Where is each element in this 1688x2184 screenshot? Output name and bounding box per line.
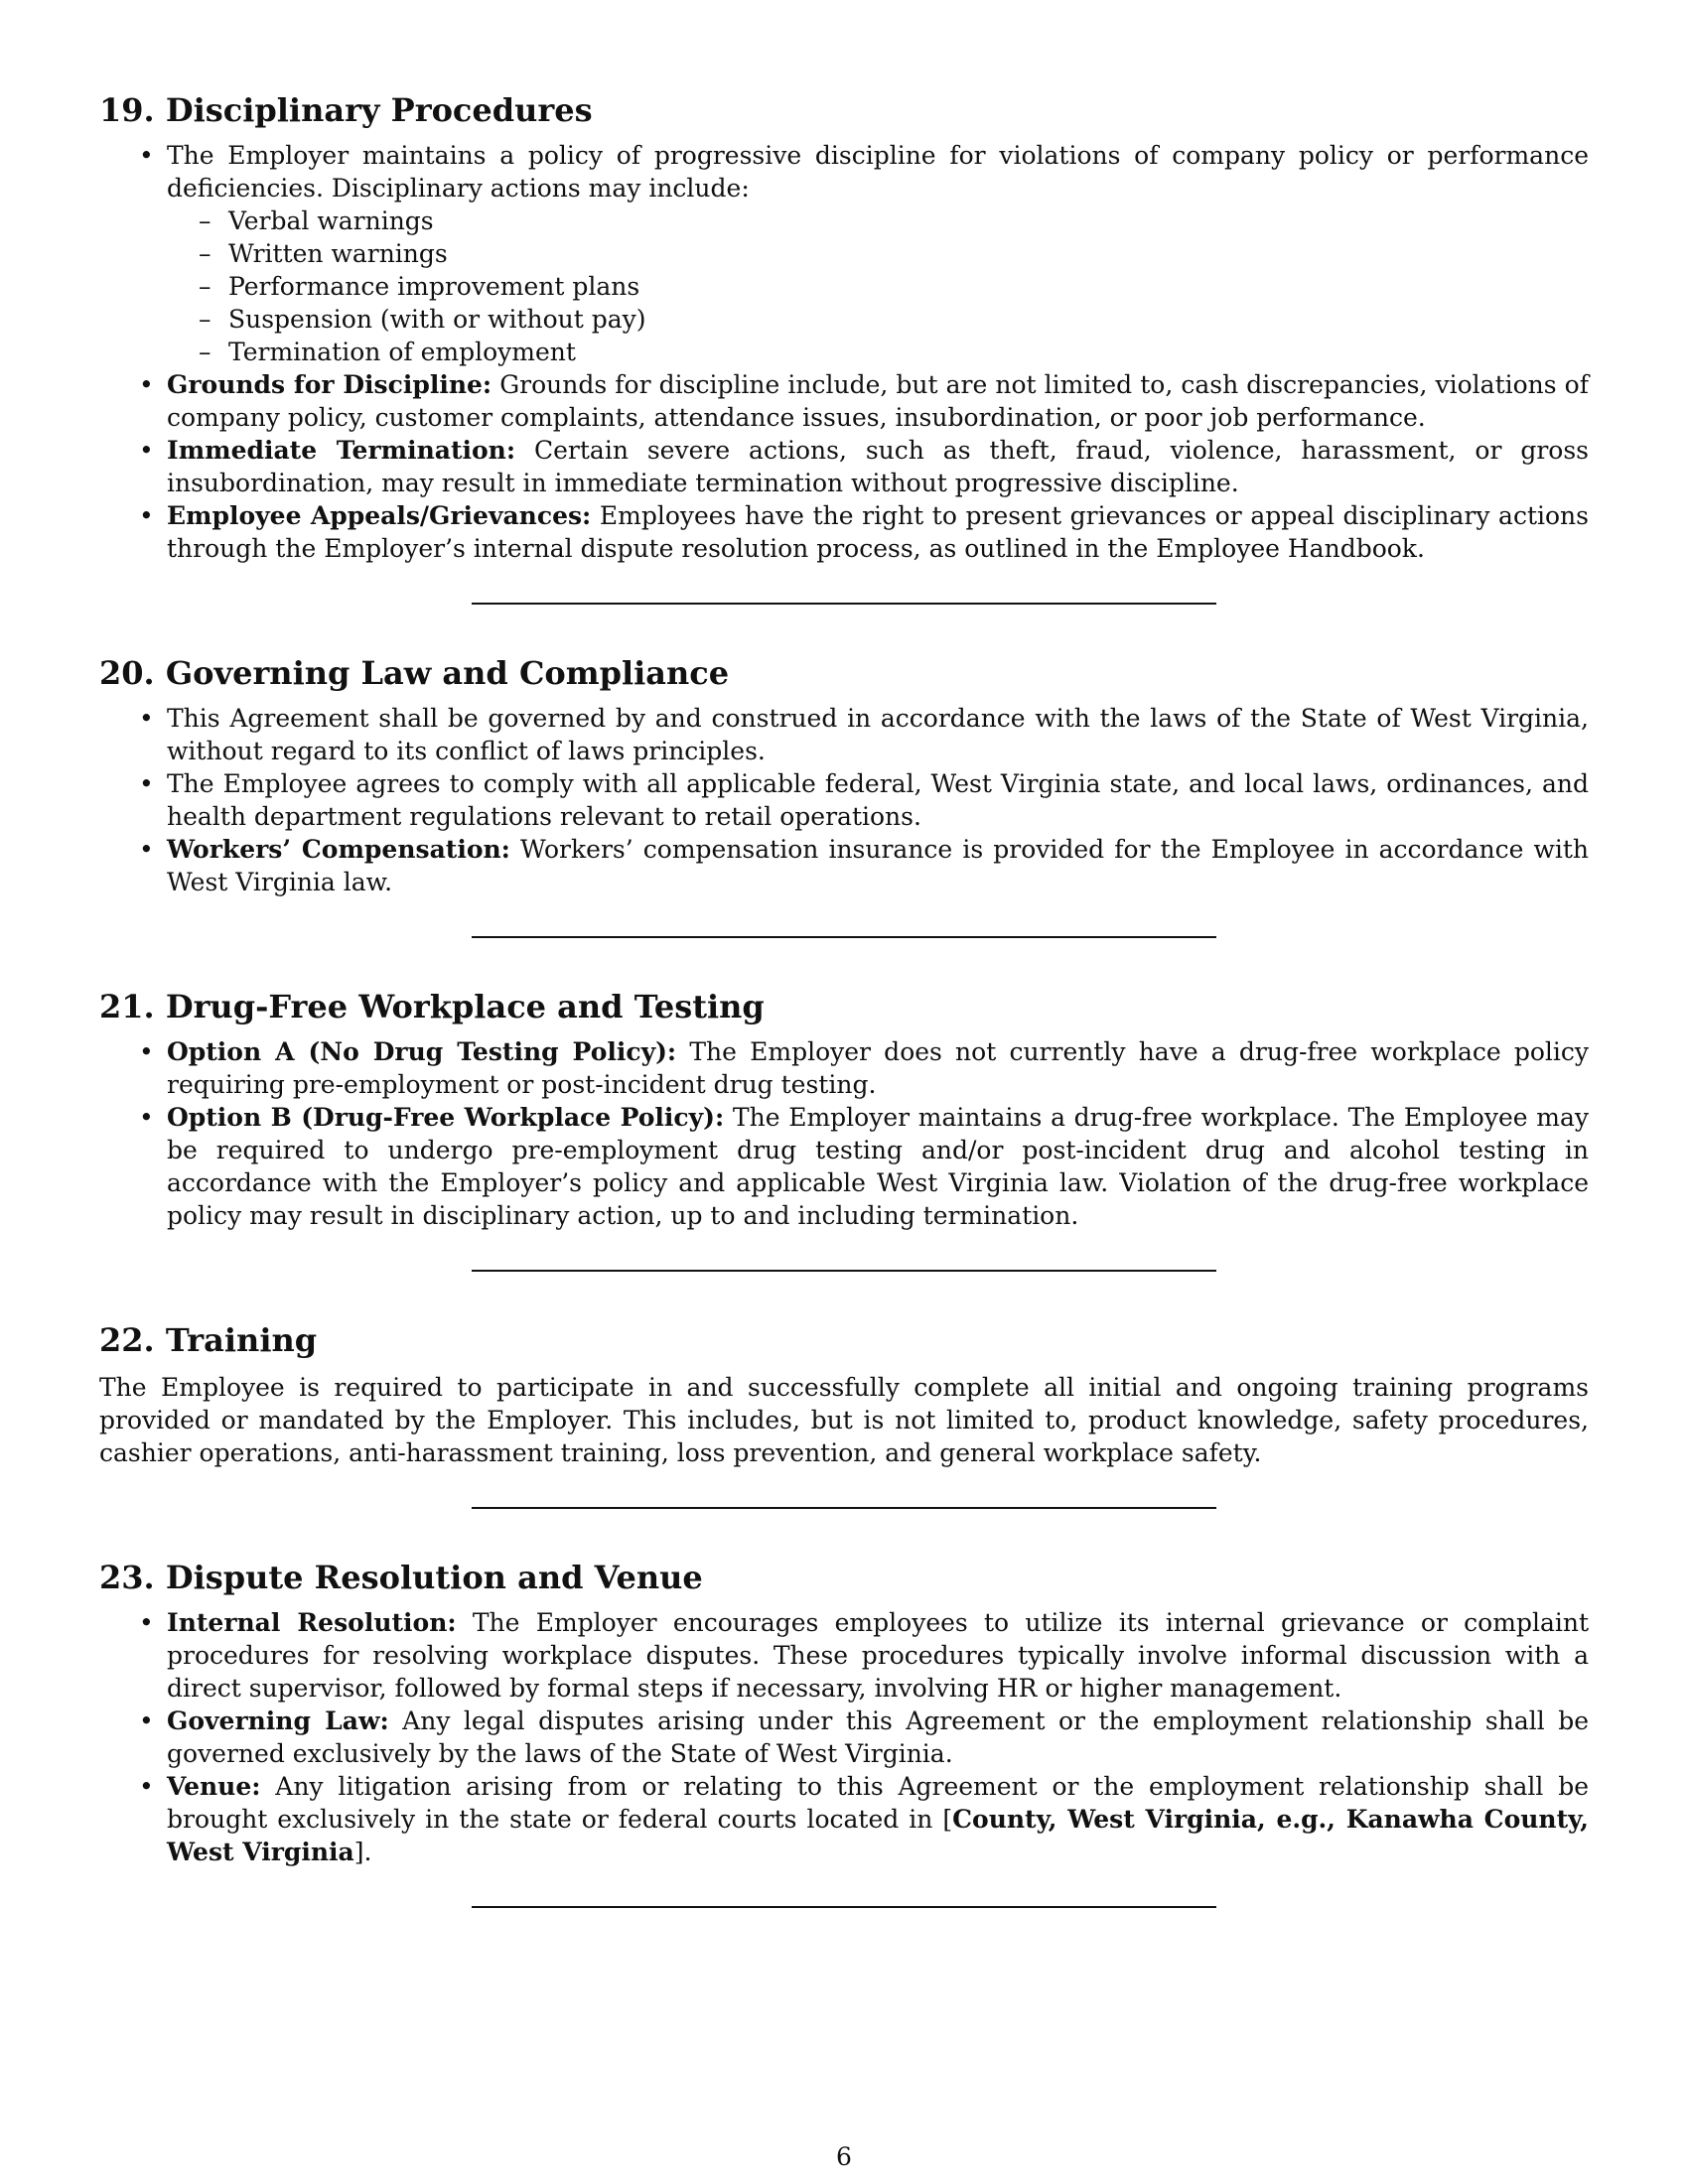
list-item bbox=[167, 139, 1589, 368]
item-lead: Workers’ Compensation: bbox=[167, 835, 510, 864]
venue-placeholder: County, West Virginia, e.g., Kanawha County, West Virginia bbox=[167, 1805, 1589, 1866]
bullet-list bbox=[99, 702, 1589, 898]
bullet-list bbox=[99, 1035, 1589, 1232]
item-lead: Governing Law: bbox=[167, 1706, 389, 1735]
list-item bbox=[167, 1770, 1589, 1868]
section-heading: 22. Training bbox=[99, 1321, 318, 1359]
list-item: – Written warnings bbox=[228, 237, 1589, 270]
section-divider bbox=[472, 1906, 1216, 1908]
section-divider bbox=[472, 603, 1216, 605]
list-item: – Termination of employment bbox=[228, 336, 1589, 368]
section-heading: 21. Drug-Free Workplace and Testing bbox=[99, 988, 765, 1025]
list-item: – Verbal warnings bbox=[228, 205, 1589, 237]
document-page bbox=[99, 89, 1589, 1908]
section-governing-law-compliance bbox=[99, 652, 1589, 898]
list-item bbox=[167, 1101, 1589, 1232]
item-lead: Internal Resolution: bbox=[167, 1608, 457, 1637]
list-item: – Suspension (with or without pay) bbox=[228, 303, 1589, 336]
section-heading: 19. Disciplinary Procedures bbox=[99, 91, 593, 129]
section-divider bbox=[472, 936, 1216, 938]
item-text-end: ]. bbox=[353, 1838, 372, 1866]
item-lead: Grounds for Discipline: bbox=[167, 370, 492, 399]
list-item bbox=[167, 833, 1589, 898]
list-item bbox=[167, 1606, 1589, 1705]
section-divider bbox=[472, 1270, 1216, 1272]
list-item bbox=[167, 1035, 1589, 1101]
item-text: Certain severe actions, such as theft, fraud, violence, harassment, or gross insubordination, may result in immediate termination without progressive discipline. bbox=[167, 436, 1589, 497]
item-text: Any legal disputes arising under this Agreement or the employment relationship shall be governed exclusively by the laws of the State of West Virginia. bbox=[167, 1706, 1589, 1768]
item-lead: Venue: bbox=[167, 1772, 261, 1801]
page-number: 6 bbox=[836, 2142, 852, 2171]
section-divider bbox=[472, 1507, 1216, 1509]
list-item: – Performance improvement plans bbox=[228, 270, 1589, 303]
disciplinary-actions-list bbox=[167, 205, 1589, 368]
section-heading: 20. Governing Law and Compliance bbox=[99, 654, 730, 692]
section-training bbox=[99, 1319, 1589, 1469]
list-item bbox=[167, 434, 1589, 499]
section-disciplinary-procedures bbox=[99, 89, 1589, 565]
bullet-list bbox=[99, 1606, 1589, 1868]
list-item: • The Employee agrees to comply with all applicable federal, West Virginia state, and local laws, ordinances, and health department regulations relevant to retail operations. bbox=[167, 767, 1589, 833]
item-text: Grounds for discipline include, but are not limited to, cash discrepancies, violations of company policy, customer complaints, attendance issues, insubordination, or poor job performance. bbox=[167, 370, 1589, 432]
section-drug-free-workplace bbox=[99, 986, 1589, 1232]
list-item bbox=[167, 368, 1589, 434]
item-text: The Employer does not currently have a drug-free workplace policy requiring pre-employment or post-incident drug testing. bbox=[167, 1037, 1590, 1099]
item-lead: Option A (No Drug Testing Policy): bbox=[167, 1037, 677, 1066]
item-text: Employees have the right to present grievances or appeal disciplinary actions through the Employer’s internal dispute resolution process, as outlined in the Employee Handbook. bbox=[167, 501, 1589, 563]
list-item: • This Agreement shall be governed by and construed in accordance with the laws of the State of West Virginia, without regard to its conflict of laws principles. bbox=[167, 702, 1589, 767]
item-text: The Employer maintains a drug-free workplace. The Employee may be required to undergo pre-employment drug testing and/or post-incident drug and alcohol testing in accordance with the Employer’s policy and applicable West Virginia law. Violation of the drug-free workplace policy may result in disciplinary action, up to and including termination. bbox=[167, 1103, 1589, 1230]
list-item bbox=[167, 499, 1589, 565]
bullet-list bbox=[99, 139, 1589, 565]
item-text: Workers’ compensation insurance is provided for the Employee in accordance with West Virginia law. bbox=[167, 835, 1590, 896]
section-dispute-resolution bbox=[99, 1557, 1589, 1868]
list-item bbox=[167, 1705, 1589, 1770]
item-text: The Employer encourages employees to utilize its internal grievance or complaint procedures for resolving workplace disputes. These procedures typically involve informal discussion with a direct supervisor, followed by formal steps if necessary, involving HR or higher management. bbox=[167, 1608, 1589, 1703]
paragraph: The Employee is required to participate in and successfully complete all initial and ongoing training programs provided or mandated by the Employer. This includes, but is not limited to, product knowledge, safety procedures, cashier operations, anti-harassment training, loss prevention, and general workplace safety. bbox=[99, 1373, 1589, 1467]
item-text: Any litigation arising from or relating to this Agreement or the employment relationship shall be brought exclusively in the state or federal courts located in [ bbox=[167, 1772, 1589, 1834]
item-lead: Option B (Drug-Free Workplace Policy): bbox=[167, 1103, 725, 1132]
item-lead: Immediate Termination: bbox=[167, 436, 516, 465]
section-heading: 23. Dispute Resolution and Venue bbox=[99, 1559, 703, 1596]
intro-text: The Employer maintains a policy of progressive discipline for violations of company policy or performance deficiencies. Disciplinary actions may include: bbox=[167, 141, 1589, 203]
item-lead: Employee Appeals/Grievances: bbox=[167, 501, 592, 530]
